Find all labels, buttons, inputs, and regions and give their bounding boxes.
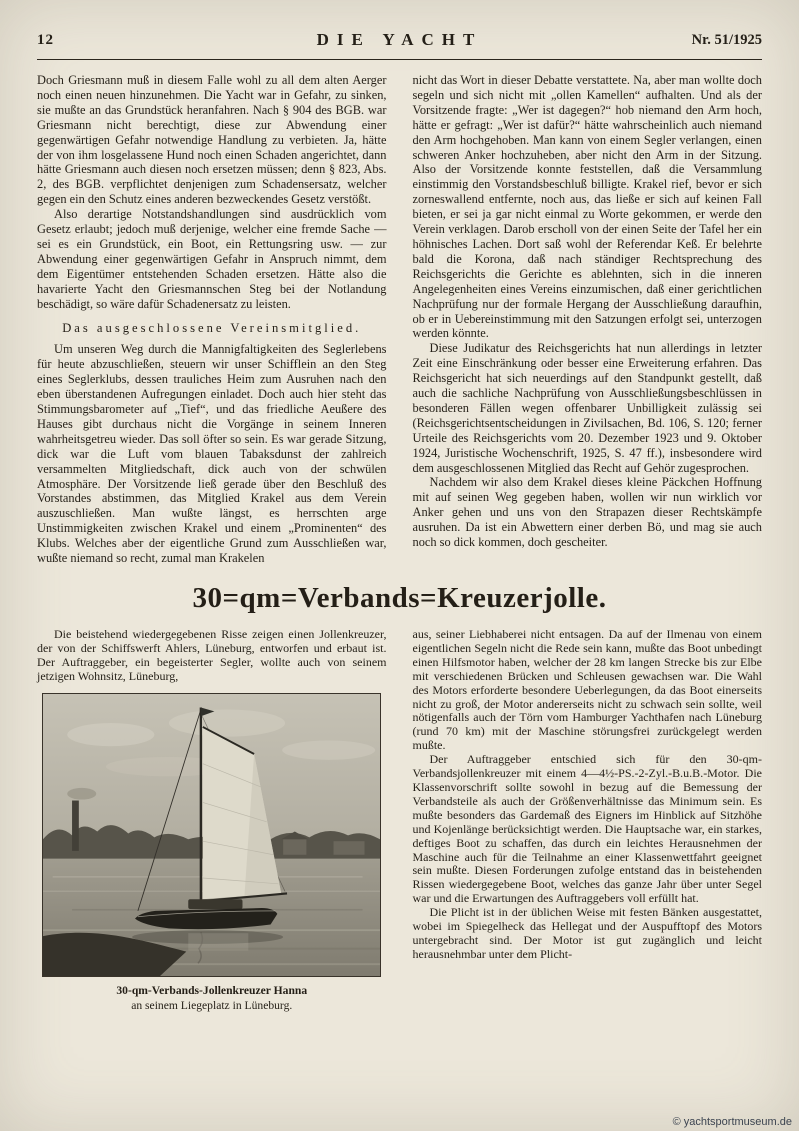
boat-photo-figure — [42, 693, 381, 1014]
article1-right-column — [413, 73, 763, 566]
article1-left-column — [37, 73, 387, 566]
issue-number: Nr. 51/1925 — [691, 32, 762, 48]
paragraph: aus, seiner Liebhaberei nicht entsagen. Da auf der Ilmenau von einem eigentlichen Segeln nicht die Rede sein kann, mußte das Boot unbedingt einen Hilfsmotor haben, welcher der 28 km langen Strecke bis zur Elbe mit verschiedenen Brücken und Schleusen gewachsen war. Die Wahl des Motors erforderte besondere Ueberlegungen, da das Boot einerseits nicht zu groß, der Motor andererseits nicht zu schwach sein sollte, weil nötigenfalls auch der Törn vom Hamburger Yachthafen nach Lüneburg (rund 70 km) mit der Maschine störungsfrei zurückgelegt werden mußte. — [412, 627, 762, 753]
article2-right-column — [413, 628, 763, 1013]
paragraph: nicht das Wort in dieser Debatte verstattete. Na, aber man wollte doch segeln und sich nicht mit „ollen Kamellen“ aufhalten. Und als der Vorsitzende fragte: „Wer ist dagegen?“ hob niemand den Arm hoch, hätte er gefragt: „Wer ist dafür?“ hätte wahrscheinlich auch niemand den Arm hochgehoben. Man kann von einem Segler verlangen, einen schweren Anker hochzuheben, aber nicht den Arm in der Sitzung. Also der Vorsitzende konnte feststellen, daß die Versammlung einstimmig den Vorstandsbeschluß billigte. Krakel rief, bevor er sich zorneswallend entfernte, noch aus, das ließe er sich auf keinen Fall bieten, er sei ja gar nicht einmal zu Worte gekommen, er werde den Verein verklagen. Darob erscholl von der einen Seite der Tafel her ein höhnisches Lachen. Dort saß wohl der Referendar Keß. Er belehrte bald die Korona, daß nach ständiger Rechtsprechung des Reichsgerichts die Gerichte es ablehnten, sich in die inneren Angelegenheiten eines Vereins einzumischen, daß einer gerichtlichen Nachprüfung nur der formale Hergang der Ausschließung daraufhin, ob er in Uebereinstimmung mit den Satzungen erfolgt sei, unterzogen werden könnte. — [412, 73, 762, 341]
paragraph: Doch Griesmann muß in diesem Falle wohl zu all dem alten Aerger noch einen neuen hinzunehmen. Die Yacht war in Gefahr, zu sinken, sie mußte an das Grundstück heranfahren. Nach § 904 des BGB. war Griesmann nicht berechtigt, diese zur Abwendung einer gegenwärtigen Gefahr notwendige Handlung zu verbieten. Ja, hätte der von ihm losgelassene Hund noch einen Schaden angerichtet, dann hätte Griesmann auch diesen noch ersetzen müssen; denn § 823, Abs. 2, des BGB. verpflichtet denjenigen zum Schadensersatz, welcher gegen ein den Schutz eines anderen bezweckendes Gesetz verstößt. — [37, 73, 387, 207]
magazine-title: DIE YACHT — [316, 30, 483, 49]
section-subheading: Das ausgeschlossene Vereinsmitglied. — [62, 320, 362, 335]
paragraph: Die Plicht ist in der üblichen Weise mit festen Bänken ausgestattet, wobei im Spiegelheck das Hellegat und der Auspufftopf des Motors untergebracht sind. Der Motor ist gut zugänglich und leicht herausnehmbar unter dem Plicht- — [412, 905, 762, 961]
page-header — [37, 30, 762, 52]
article2-left-column — [37, 628, 387, 1013]
paragraph: Also derartige Notstandshandlungen sind ausdrücklich vom Gesetz erlaubt; jedoch muß derjenige, welcher eine fremde Sache — sei es ein Grundstück, ein Boot, ein Rettungsring usw. — zur Abwendung einer gegenwärtigen Gefahr in Anspruch nimmt, dem dem Eigentümer entstehenden Schaden ersetzen. Hätte also die havarierte Yacht den Griesmannschen Steg bei der Notlandung beschädigt, so wäre dafür Schadenersatz zu leisten. — [37, 207, 387, 311]
watermark-credit: © yachtsportmuseum.de — [672, 1116, 792, 1128]
header-rule — [37, 59, 762, 60]
paragraph: Die beistehend wiedergegebenen Risse zeigen einen Jollenkreuzer, der von der Schiffswerft Ahlers, Lüneburg, entworfen und erbaut ist. Der Auftraggeber, ein begeisterter Segler, wollte auch von seinem jetzigen Wohnsitz, Lüneburg, — [37, 627, 387, 683]
photo-caption-title: 30-qm-Verbands-Jollenkreuzer Hanna — [116, 984, 308, 998]
chimney — [72, 800, 79, 850]
photo-caption — [42, 984, 381, 1013]
paragraph: Um unseren Weg durch die Mannigfaltigkeiten des Seglerlebens für heute abzuschließen, steuern wir unser Schifflein an den Steg eines Seglerklubs, dessen trauliches Heim zum Ausruhen nach den eben überstandenen Aufregungen einladet. Doch auch hier steht das Stimmungsbarometer auf „Tief“, und das friedliche Aeußere des Hauses gibt durchaus nicht die Vorgänge in seinem Inneren wahrheitsgetreu wieder. Das soll öfter so sein. Es war gerade Sitzung, dick war die Luft vom blauen Tabaksdunst der zahlreich versammelten Mitgliedschaft, dick auch von der schwülen Atmosphäre. Der Vorsitzende ließ gerade über den Beschluß des Vorstandes abstimmen, das Mitglied Krakel aus dem Verein auszuschließen. Man wußte längst, es herrschten arge Unstimmigkeiten zwischen Krakel und einem „Prominenten“ des Klubs. Welches aber der eigentliche Grund zum Ausschließen war, wußte niemand so recht, zumal man Krakelen — [37, 342, 387, 566]
page-number: 12 — [37, 32, 54, 48]
boat-photo — [42, 693, 381, 978]
coaming — [189, 899, 243, 909]
article-vereinsmitglied — [37, 73, 762, 566]
photo-caption-sub: an seinem Liegeplatz in Lüneburg. — [131, 998, 293, 1012]
article-kreuzerjolle — [37, 628, 762, 1013]
paragraph: Der Auftraggeber entschied sich für den 30-qm-Verbandsjollenkreuzer mit einem 4—4½-PS.-2-Zyl.-B.u.B.-Motor. Die Klassenvorschrift sollte sowohl in bezug auf die Bemessung der Verbandsteile als auch der Größenverhältnisse das Minimum sein. Es mußte besonders das Gardemaß des Eigners im Hinblick auf Sitzhöhe und Kojenlänge berücksichtigt werden. Die Hauptsache war, ein starkes, deftiges Boot zu schaffen, das durch ein leichtes Herausnehmen der Maschine auch für die Teilnahme an einer Klassenwettfahrt geeignet sein mußte. Diesen Forderungen zufolge entstand das in beistehenden Rissen wiedergegebene Boot, welches das ganze Jahr über unter Segel war und die Erwartungen des Auftraggebers voll erfüllt hat. — [412, 752, 762, 906]
paragraph: Nachdem wir also dem Krakel dieses kleine Päckchen Hoffnung mit auf seinen Weg gegeben haben, wollen wir nun wirklich vor Anker gehen und uns von den Strapazen dieser Rechtskämpfe ausruhen. Da ist ein Abwettern einer derben Bö, und mag sie auch noch so dick kommen, doch gescheiter. — [412, 475, 762, 550]
boat-photo-illustration — [43, 694, 380, 977]
paragraph: Diese Judikatur des Reichsgerichts hat nun allerdings in letzter Zeit eine Einschränkung oder besser eine Erweiterung erfahren. Das Reichsgericht hat sich neuerdings auf den Standpunkt gestellt, daß auch die sachliche Nachprüfung von Ausschließungsbeschlüssen in besonderen Fällen wegen offenbarer Unbilligkeit zulässig sei (Reichsgerichtsentscheidungen in Zivilsachen, Bd. 106, S. 120; ferner Urteile des Reichsgerichts vom 20. Dezember 1923 und 9. Oktober 1924, Juristische Wochenschrift, 1925, S. 47 ff.), insbesondere wird dem ausgeschlossenen Mitglied das Recht auf Gehör zugesprochen. — [412, 341, 762, 475]
article2-title: 30=qm=Verbands=Kreuzerjolle. — [192, 582, 607, 614]
